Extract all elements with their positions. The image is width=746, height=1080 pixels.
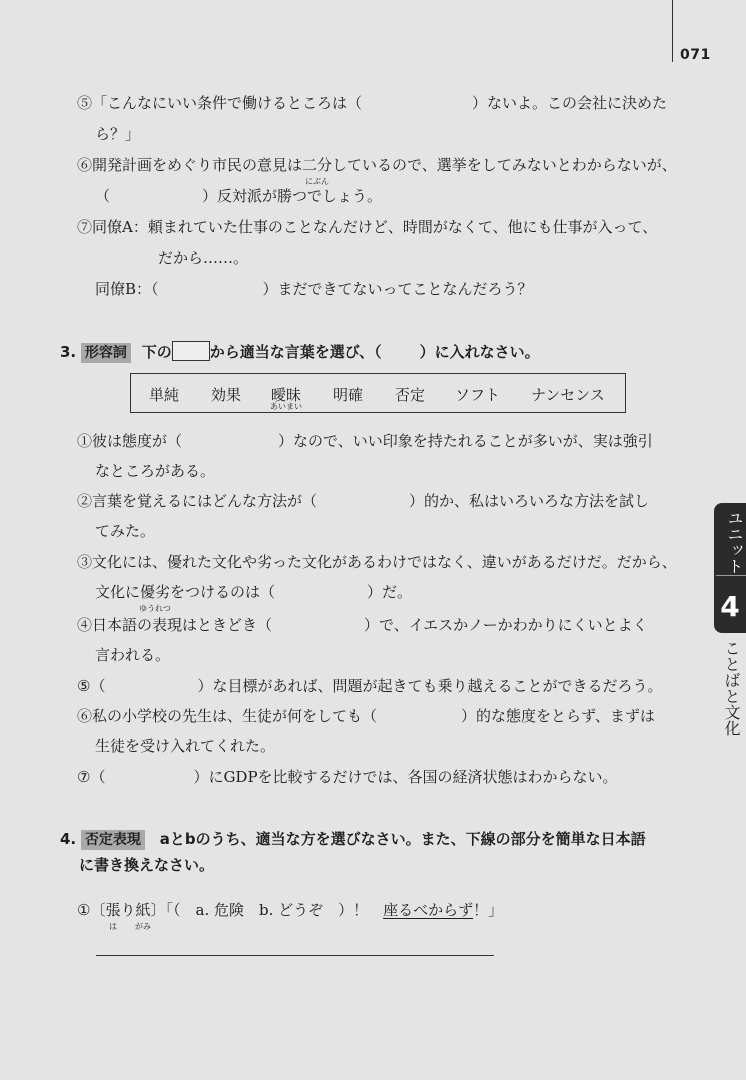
header-rule: [672, 0, 673, 62]
ruby-nibun: 二分 にぶん: [302, 156, 333, 186]
s3-item4-line2: 言われる。: [95, 646, 171, 664]
q5-line2: ら？」: [95, 125, 141, 143]
word-option: 否定: [395, 386, 426, 404]
ruby-yuuretsu: 優劣 ゆうれつ: [139, 583, 171, 613]
unit-tab-divider: [716, 575, 746, 576]
s3-item3-line2: 文化に優劣 ゆうれつ をつけるのは（ ）だ。: [95, 583, 413, 613]
blank-box-icon: [172, 341, 210, 361]
word-option: 単純: [149, 386, 180, 404]
s3-item5-line1: ⑤（ ）な目標があれば、問題が起きても乗り越えることができるだろう。: [77, 677, 663, 695]
section3-tag: 形容詞: [81, 343, 131, 363]
section4-instruction-line2: に書き換えなさい。: [79, 856, 215, 874]
q6-line2: （ ）反対派が勝つでしょう。: [95, 187, 383, 205]
section4-header: 4. 否定表現 aとbのうち、適当な方を選びなさい。また、下線の部分を簡単な日本語: [60, 830, 646, 848]
s3-item3-line1: ③文化には、優れた文化や劣った文化があるわけではなく、違いがあるだけだ。だから、: [77, 553, 677, 571]
section4-tag: 否定表現: [81, 830, 145, 850]
word-option: 曖昧 あいまい: [270, 386, 302, 411]
s3-item6-line2: 生徒を受け入れてくれた。: [95, 737, 276, 755]
section3-header: 3. 形容詞 下の から適当な言葉を選び、（ ）に入れなさい。: [60, 343, 540, 361]
q7-line1: ⑦同僚A：頼まれていた仕事のことなんだけど、時間がなくて、他にも仕事が入って、: [77, 218, 658, 236]
word-option: ナンセンス: [531, 386, 605, 404]
page-number: 071: [680, 47, 711, 63]
q6-line1: ⑥開発計画をめぐり市民の意見は二分 にぶん しているので、選挙をしてみないとわからないが、: [77, 156, 677, 186]
word-option: 明確: [333, 386, 364, 404]
unit-title: ことばと文化: [722, 640, 741, 736]
unit-number: 4: [720, 590, 740, 623]
ruby-gami: 紙 がみ: [134, 901, 151, 931]
s3-item1-line1: ①彼は態度が（ ）なので、いい印象を持たれることが多いが、実は強引: [77, 432, 653, 450]
q7-line2: だから……。: [158, 249, 249, 267]
s4-item1: ①〔張 は り紙 がみ 〕「（ a. 危険 b. どうぞ ）！ 座るべからず！」: [77, 901, 504, 931]
s3-item2-line2: てみた。: [95, 522, 156, 540]
ruby-ha: 張 は: [105, 901, 121, 931]
answer-line: [96, 955, 494, 956]
underlined-phrase: 座るべからず: [383, 901, 474, 919]
s3-item4-line1: ④日本語の表現はときどき（ ）で、イエスかノーかわかりにくいとよく: [77, 616, 648, 634]
s3-item2-line1: ②言葉を覚えるにはどんな方法が（ ）的か、私はいろいろな方法を試し: [77, 492, 650, 510]
s3-item7-line1: ⑦（ ）にGDPを比較するだけでは、各国の経済状態はわからない。: [77, 768, 618, 786]
q7-line3: 同僚B：（ ）まだできてないってことなんだろう？: [95, 280, 533, 298]
s3-item1-line2: なところがある。: [95, 462, 216, 480]
word-option: 効果: [211, 386, 242, 404]
word-choice-box: [130, 373, 626, 413]
s3-item6-line1: ⑥私の小学校の先生は、生徒が何をしても（ ）的な態度をとらず、まずは: [77, 707, 655, 725]
word-option: ソフト: [455, 386, 501, 404]
unit-label: ユニット: [725, 510, 744, 574]
q5-line1: ⑤「こんなにいい条件で働けるところは（ ）ないよ。この会社に決めた: [77, 94, 668, 112]
